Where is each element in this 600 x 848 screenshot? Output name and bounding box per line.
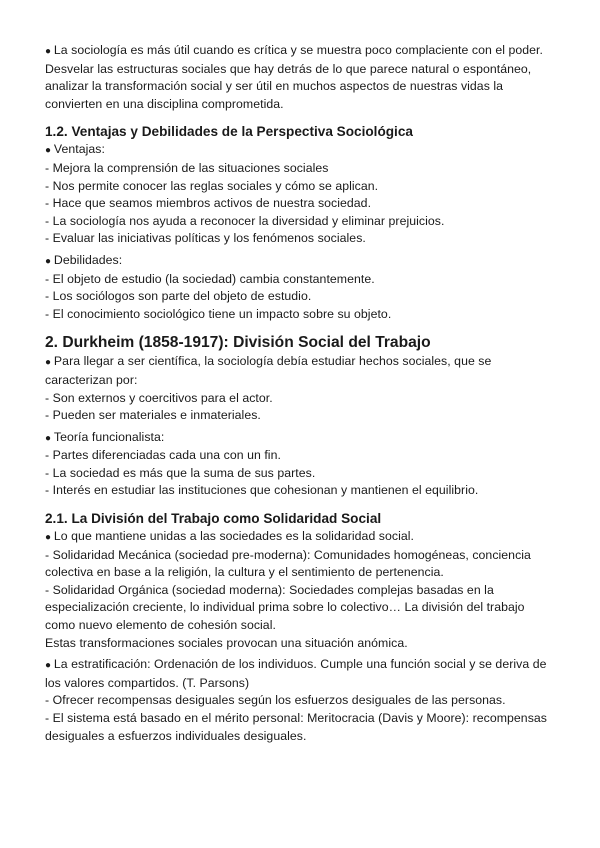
debilidades-block <box>45 252 556 323</box>
list-item: - Evaluar las iniciativas políticas y los fenómenos sociales. <box>45 231 366 246</box>
section-1-2-heading: 1.2. Ventajas y Debilidades de la Perspectiva Sociológica <box>45 124 413 140</box>
ventajas-block <box>45 141 556 248</box>
estratificacion-block <box>45 656 556 745</box>
teoria-label: ● Teoría funcionalista: <box>45 429 556 448</box>
list-item: - El conocimiento sociológico tiene un impacto sobre su objeto. <box>45 306 392 321</box>
debilidades-label: ● Debilidades: <box>45 252 556 271</box>
list-item: - El objeto de estudio (la sociedad) cambia constantemente. <box>45 271 375 286</box>
meritocracia-paragraph: - El sistema está basado en el mérito personal: Meritocracia (Davis y Moore): recompensas desiguales a esfuerzos individuales desiguales. <box>45 711 547 743</box>
solidaridad-bullet: ● Lo que mantiene unidas a las sociedades es la solidaridad social. <box>45 528 556 547</box>
list-item: - Interés en estudiar las instituciones que cohesionan y mantienen el equilibrio. <box>45 483 479 498</box>
list-item: - Partes diferenciadas cada una con un fin. <box>45 448 281 463</box>
list-item: - La sociedad es más que la suma de sus partes. <box>45 465 316 480</box>
estratificacion-bullet: ● La estratificación: Ordenación de los individuos. Cumple una función social y se deriva de los valores compartidos. (T. Parsons) <box>45 656 556 692</box>
teoria-block <box>45 429 556 500</box>
list-item: - Los sociólogos son parte del objeto de estudio. <box>45 289 312 304</box>
ventajas-label: ● Ventajas: <box>45 141 556 160</box>
list-item: - Nos permite conocer las reglas sociales y cómo se aplican. <box>45 178 379 193</box>
list-item: - Mejora la comprensión de las situaciones sociales <box>45 160 329 175</box>
hechos-block <box>45 353 556 424</box>
intro-paragraph: ● La sociología es más útil cuando es crítica y se muestra poco complaciente con el poder. Desvelar las estructuras sociales que hay detrás de lo que parece natural o espontáneo, analizar la transformación social y ser útil en muchos aspectos de nuestras vidas la convierten en una disciplina comprometida. <box>45 42 556 113</box>
list-item: - Hace que seamos miembros activos de nuestra sociedad. <box>45 196 372 211</box>
list-item: - Pueden ser materiales e inmateriales. <box>45 408 261 423</box>
section-2-heading: 2. Durkheim (1858-1917): División Social del Trabajo <box>45 334 431 352</box>
mecanica-paragraph: - Solidaridad Mecánica (sociedad pre-moderna): Comunidades homogéneas, conciencia colectiva en base a la religión, la cultura y el sentimiento de pertenencia. <box>45 547 531 580</box>
section-2-1-heading: 2.1. La División del Trabajo como Solidaridad Social <box>45 511 382 527</box>
list-item: - Son externos y coercitivos para el actor. <box>45 390 273 405</box>
list-item: - La sociología nos ayuda a reconocer la diversidad y eliminar prejuicios. <box>45 213 445 228</box>
hechos-bullet: ● Para llegar a ser científica, la sociología debía estudiar hechos sociales, que se caracterizan por: <box>45 353 556 389</box>
solidaridad-block <box>45 528 556 652</box>
recompensas-paragraph: - Ofrecer recompensas desiguales según los esfuerzos desiguales de las personas. <box>45 693 506 708</box>
anomica-paragraph: Estas transformaciones sociales provocan una situación anómica. <box>45 635 408 650</box>
organica-paragraph: - Solidaridad Orgánica (sociedad moderna): Sociedades complejas basadas en la especialización creciente, lo individual prima sobre lo colectivo… La división del trabajo como nuevo elemento de cohesión social. <box>45 582 525 633</box>
